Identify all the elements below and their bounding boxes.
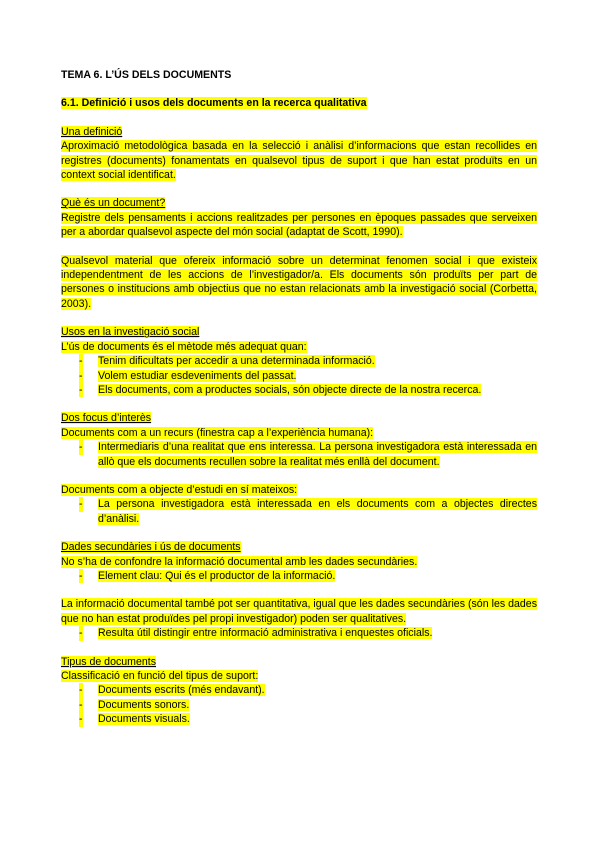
what-is-document-text: Registre dels pensaments i accions realitzades per persones en èpoques passades que serveixen per a abordar qualsevol aspecte del món social (adaptat de Scott, 1990). (61, 211, 537, 239)
list-item-text: Element clau: Qui és el productor de la informació. (98, 569, 336, 582)
dash-bullet: - (79, 713, 83, 726)
list-item (61, 626, 537, 640)
document-types-heading: Tipus de documents (61, 655, 157, 668)
document-definition-2-text: Qualsevol material que ofereix informació sobre un determinat fenomen social i que existeix independentment de les accions de l’investigador/a. Els documents són produïts per part de persones o institucions amb objectius que no estan relacionats amb la investigació social (Corbetta, 2003). (61, 254, 537, 310)
list-item (61, 497, 537, 526)
uses-list (61, 354, 537, 397)
quantitative-info-list (61, 626, 537, 640)
list-item (61, 369, 537, 383)
list-item (61, 683, 537, 697)
what-is-document-heading: Què és un document? (61, 197, 166, 210)
section-definition (61, 125, 537, 183)
list-item-text: Documents escrits (més endavant). (98, 684, 265, 697)
list-item (61, 698, 537, 712)
document-types-list (61, 683, 537, 726)
section-quantitative-info (61, 597, 537, 640)
section-document-definition-2 (61, 254, 537, 312)
two-focuses-list (61, 440, 537, 469)
two-focuses-heading: Dos focus d’interès (61, 412, 152, 425)
list-item-text: Documents sonors. (98, 698, 190, 711)
document-page (61, 68, 537, 741)
dash-bullet: - (79, 569, 83, 582)
list-item-text: Intermediaris d’una realitat que ens interessa. La persona investigadora està interessada en allò que els documents recullen sobre la realitat més enllà del document. (98, 441, 537, 468)
list-item (61, 383, 537, 397)
document-types-intro: Classificació en funció del tipus de suport: (61, 670, 259, 682)
uses-intro: L’ús de documents és el mètode més adequat quan: (61, 340, 307, 353)
list-item-text: Volem estudiar esdeveniments del passat. (98, 369, 297, 382)
section-secondary-data (61, 540, 537, 583)
dash-bullet: - (79, 698, 83, 711)
list-item (61, 354, 537, 368)
section-subtitle-text: 6.1. Definició i usos dels documents en la recerca qualitativa (61, 97, 367, 110)
section-two-focuses (61, 411, 537, 469)
dash-bullet: - (79, 684, 83, 697)
section-subtitle (61, 96, 537, 110)
list-item-text: Tenim dificultats per accedir a una determinada informació. (98, 355, 375, 368)
section-documents-as-object (61, 483, 537, 526)
dash-bullet: - (79, 498, 83, 511)
quantitative-info-text: La informació documental també pot ser quantitativa, igual que les dades secundàries (són les dades que no han estat produïdes pel propi investigador) poden ser qualitatives. (61, 598, 537, 625)
list-item-text: Documents visuals. (98, 713, 190, 726)
list-item-text: Resulta útil distingir entre informació administrativa i enquestes oficials. (98, 627, 433, 640)
dash-bullet: - (79, 355, 83, 368)
secondary-data-heading: Dades secundàries i ús de documents (61, 541, 241, 554)
list-item-text: La persona investigadora està interessada en els documents com a objectes directes d’anàlisi. (98, 498, 537, 525)
definition-heading: Una definició (61, 125, 123, 138)
uses-heading: Usos en la investigació social (61, 326, 200, 339)
dash-bullet: - (79, 383, 83, 396)
secondary-data-intro: No s’ha de confondre la informació documental amb les dades secundàries. (61, 555, 418, 568)
list-item (61, 712, 537, 726)
two-focuses-intro: Documents com a un recurs (finestra cap a l’experiència humana): (61, 426, 374, 439)
list-item (61, 569, 537, 583)
section-uses (61, 325, 537, 397)
list-item (61, 440, 537, 469)
document-title: TEMA 6. L’ÚS DELS DOCUMENTS (61, 69, 232, 81)
secondary-data-list (61, 569, 537, 583)
dash-bullet: - (79, 369, 83, 382)
dash-bullet: - (79, 627, 83, 640)
documents-as-object-intro: Documents com a objecte d’estudi en sí mateixos: (61, 483, 298, 496)
section-document-types (61, 655, 537, 727)
definition-text: Aproximació metodològica basada en la selecció i anàlisi d’informacions que estan recollides en registres (documents) fonamentats en qualsevol tipus de suport i que han estat produïts en un context social identificat. (61, 140, 537, 182)
list-item-text: Els documents, com a productes socials, són objecte directe de la nostra recerca. (98, 383, 482, 396)
section-what-is-document (61, 196, 537, 239)
documents-as-object-list (61, 497, 537, 526)
dash-bullet: - (79, 441, 83, 454)
